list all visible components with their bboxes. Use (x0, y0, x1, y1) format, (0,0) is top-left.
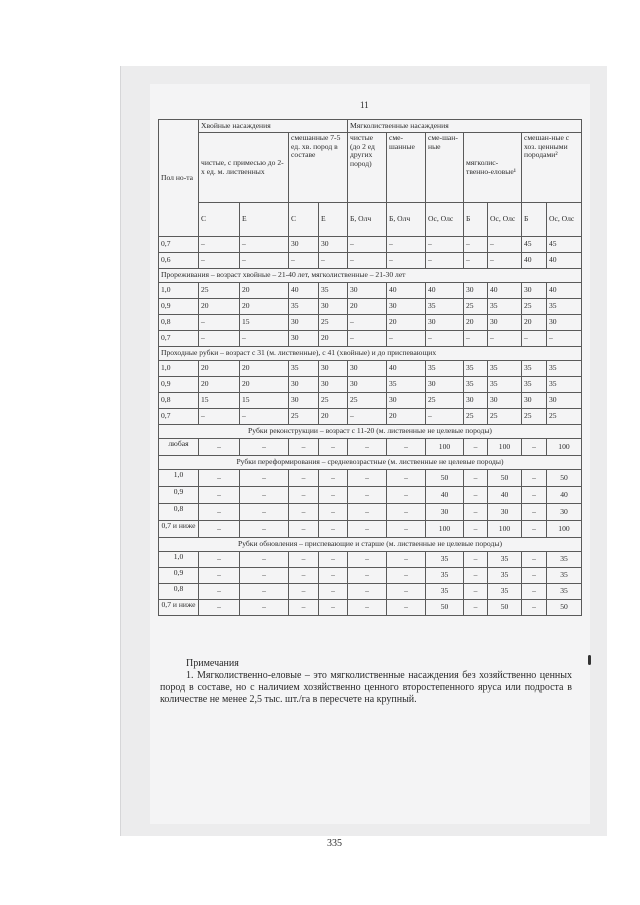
value-cell: – (289, 552, 319, 568)
value-cell: – (289, 253, 319, 269)
value-cell: – (240, 470, 289, 487)
value-cell: – (240, 568, 289, 584)
value-cell: – (289, 521, 319, 538)
value-cell: 25 (319, 315, 348, 331)
value-cell: 30 (464, 283, 488, 299)
value-cell: 30 (522, 283, 547, 299)
value-cell: 35 (387, 377, 426, 393)
section-title: Прореживания – возраст хвойные – 21-40 лет, мягколиственные – 21-30 лет (159, 269, 582, 283)
value-cell: – (522, 521, 547, 538)
value-cell: – (348, 568, 387, 584)
value-cell: 25 (319, 393, 348, 409)
value-cell: 35 (488, 584, 522, 600)
fullness-cell: 0,6 (159, 253, 199, 269)
value-cell: 20 (240, 377, 289, 393)
species-cell: Е (319, 203, 348, 237)
value-cell: – (426, 331, 464, 347)
value-cell: – (488, 331, 522, 347)
value-cell: 30 (387, 299, 426, 315)
value-cell: 40 (426, 283, 464, 299)
value-cell: – (199, 552, 240, 568)
value-cell: 50 (488, 600, 522, 616)
table-row (159, 361, 582, 377)
value-cell: – (387, 568, 426, 584)
fullness-cell: 1,0 (159, 552, 199, 568)
value-cell: 35 (547, 377, 582, 393)
fullness-cell: 1,0 (159, 470, 199, 487)
value-cell: 35 (289, 361, 319, 377)
section-row (159, 456, 582, 470)
value-cell: – (464, 253, 488, 269)
value-cell: – (464, 552, 488, 568)
value-cell: – (387, 487, 426, 504)
value-cell: – (199, 521, 240, 538)
table-row (159, 552, 582, 568)
table-row (159, 521, 582, 538)
value-cell: – (319, 600, 348, 616)
value-cell: 30 (464, 393, 488, 409)
table-row (159, 568, 582, 584)
value-cell: 30 (547, 315, 582, 331)
notes-text: 1. Мягколиственно-еловые – это мягколиственные насаждения без хозяйственно ценных пород в составе, но с наличием хозяйственно ценного второстепенного яруса или подроста в количестве не менее 2,5 тыс. шт./га в пересчете на крупный. (160, 670, 572, 705)
value-cell: – (240, 552, 289, 568)
value-cell: 25 (199, 283, 240, 299)
value-cell: – (199, 253, 240, 269)
value-cell: – (522, 584, 547, 600)
value-cell: – (387, 552, 426, 568)
value-cell: – (348, 521, 387, 538)
value-cell: 35 (547, 299, 582, 315)
value-cell: – (348, 409, 387, 425)
value-cell: 15 (240, 393, 289, 409)
value-cell: 20 (464, 315, 488, 331)
fullness-cell: 0,7 (159, 409, 199, 425)
header-mixed-valuable: смешан-ные с хоз. ценными породами² (522, 133, 582, 203)
value-cell: 30 (348, 361, 387, 377)
value-cell: – (464, 600, 488, 616)
value-cell: 20 (319, 409, 348, 425)
margin-mark (588, 655, 591, 665)
value-cell: – (387, 600, 426, 616)
value-cell: 50 (488, 470, 522, 487)
value-cell: – (319, 584, 348, 600)
value-cell: 25 (488, 409, 522, 425)
value-cell: 30 (319, 237, 348, 253)
value-cell: 15 (199, 393, 240, 409)
value-cell: 40 (426, 487, 464, 504)
value-cell: 50 (547, 600, 582, 616)
notes (160, 658, 572, 706)
table-row (159, 331, 582, 347)
value-cell: 30 (522, 393, 547, 409)
value-cell: – (199, 470, 240, 487)
value-cell: 30 (289, 377, 319, 393)
value-cell: 30 (319, 299, 348, 315)
value-cell: – (348, 504, 387, 521)
value-cell: – (348, 584, 387, 600)
value-cell: 25 (348, 393, 387, 409)
value-cell: 100 (547, 521, 582, 538)
fullness-cell: 0,7 и ниже (159, 600, 199, 616)
value-cell: 40 (547, 283, 582, 299)
value-cell: – (319, 552, 348, 568)
species-cell: Б, Олч (348, 203, 387, 237)
value-cell: – (522, 504, 547, 521)
value-cell: 35 (547, 584, 582, 600)
value-cell: 25 (547, 409, 582, 425)
table-row (159, 470, 582, 487)
value-cell: – (547, 331, 582, 347)
species-cell: С (199, 203, 240, 237)
table-row (159, 504, 582, 521)
value-cell: – (522, 487, 547, 504)
value-cell: – (199, 331, 240, 347)
value-cell: 35 (488, 568, 522, 584)
species-cell: Ос, Олс (547, 203, 582, 237)
value-cell: 30 (547, 393, 582, 409)
value-cell: 35 (426, 584, 464, 600)
species-cell: Е (240, 203, 289, 237)
value-cell: 20 (240, 283, 289, 299)
value-cell: – (522, 568, 547, 584)
value-cell: – (464, 331, 488, 347)
value-cell: – (319, 487, 348, 504)
value-cell: 20 (240, 299, 289, 315)
value-cell: – (199, 409, 240, 425)
value-cell: 20 (348, 299, 387, 315)
value-cell: 35 (426, 552, 464, 568)
species-cell: С (289, 203, 319, 237)
value-cell: – (464, 439, 488, 456)
section-row (159, 425, 582, 439)
value-cell: – (289, 600, 319, 616)
value-cell: 50 (547, 470, 582, 487)
value-cell: – (387, 470, 426, 487)
value-cell: – (289, 568, 319, 584)
value-cell: 45 (522, 237, 547, 253)
value-cell: 30 (488, 504, 522, 521)
header-dec-mixed-2: сме-шан-ные (426, 133, 464, 203)
value-cell: 25 (464, 409, 488, 425)
value-cell: 45 (547, 237, 582, 253)
fullness-cell: любая (159, 439, 199, 456)
value-cell: – (289, 504, 319, 521)
table-row (159, 584, 582, 600)
top-page-number: 11 (360, 100, 369, 110)
value-cell: – (319, 439, 348, 456)
value-cell: 35 (464, 361, 488, 377)
value-cell: 25 (426, 393, 464, 409)
value-cell: – (240, 253, 289, 269)
value-cell: – (348, 552, 387, 568)
value-cell: 30 (289, 331, 319, 347)
thinning-table (158, 119, 582, 616)
header-dec-pure: чистые (до 2 ед других пород) (348, 133, 387, 203)
header-conifer-mixed: смешанные 7-5 ед. хв. пород в составе (289, 133, 348, 203)
value-cell: – (522, 600, 547, 616)
section-title: Проходные рубки – возраст с 31 (м. лиственные), с 41 (хвойные) и до приспевающих (159, 347, 582, 361)
fullness-cell: 0,7 (159, 237, 199, 253)
value-cell: 30 (319, 361, 348, 377)
value-cell: – (464, 521, 488, 538)
value-cell: – (387, 253, 426, 269)
value-cell: 20 (199, 377, 240, 393)
value-cell: 40 (488, 487, 522, 504)
value-cell: – (199, 237, 240, 253)
value-cell: 35 (522, 377, 547, 393)
value-cell: – (464, 237, 488, 253)
value-cell: – (426, 253, 464, 269)
value-cell: 30 (547, 504, 582, 521)
value-cell: – (387, 521, 426, 538)
table-row (159, 409, 582, 425)
value-cell: – (426, 237, 464, 253)
value-cell: 40 (488, 283, 522, 299)
value-cell: – (522, 470, 547, 487)
value-cell: – (348, 253, 387, 269)
header-deciduous: Мягколиственные насаждения (348, 120, 582, 133)
value-cell: 35 (547, 361, 582, 377)
value-cell: – (240, 237, 289, 253)
value-cell: – (348, 470, 387, 487)
value-cell: – (199, 584, 240, 600)
fullness-cell: 0,8 (159, 504, 199, 521)
value-cell: – (240, 504, 289, 521)
value-cell: 30 (289, 393, 319, 409)
value-cell: 40 (387, 361, 426, 377)
value-cell: 35 (488, 552, 522, 568)
fullness-cell: 0,9 (159, 568, 199, 584)
value-cell: 40 (387, 283, 426, 299)
value-cell: 30 (319, 377, 348, 393)
value-cell: – (199, 439, 240, 456)
value-cell: – (464, 568, 488, 584)
section-row (159, 347, 582, 361)
value-cell: 20 (199, 299, 240, 315)
species-cell: Ос, Олс (426, 203, 464, 237)
value-cell: 35 (488, 361, 522, 377)
value-cell: 35 (426, 361, 464, 377)
value-cell: 35 (289, 299, 319, 315)
value-cell: – (387, 584, 426, 600)
header-dec-mixed: сме-шанные (387, 133, 426, 203)
table-row (159, 283, 582, 299)
fullness-cell: 0,7 и ниже (159, 521, 199, 538)
value-cell: 20 (387, 315, 426, 331)
value-cell: – (426, 409, 464, 425)
value-cell: – (289, 584, 319, 600)
species-cell: Б (464, 203, 488, 237)
section-title: Рубки обновления – приспевающие и старше (м. лиственные не целевые породы) (159, 538, 582, 552)
section-row (159, 269, 582, 283)
value-cell: – (319, 521, 348, 538)
value-cell: – (348, 331, 387, 347)
value-cell: 30 (488, 315, 522, 331)
value-cell: – (522, 331, 547, 347)
value-cell: – (289, 470, 319, 487)
value-cell: – (240, 584, 289, 600)
value-cell: 35 (319, 283, 348, 299)
value-cell: 35 (488, 377, 522, 393)
value-cell: – (240, 409, 289, 425)
value-cell: 20 (387, 409, 426, 425)
value-cell: – (240, 439, 289, 456)
value-cell: 50 (426, 470, 464, 487)
value-cell: – (348, 600, 387, 616)
value-cell: – (319, 504, 348, 521)
value-cell: 20 (199, 361, 240, 377)
fullness-cell: 0,8 (159, 315, 199, 331)
species-cell: Б, Олч (387, 203, 426, 237)
table-row (159, 377, 582, 393)
value-cell: – (240, 600, 289, 616)
table-row (159, 439, 582, 456)
value-cell: – (348, 439, 387, 456)
table-row (159, 237, 582, 253)
value-cell: 35 (522, 361, 547, 377)
value-cell: 20 (240, 361, 289, 377)
value-cell: 35 (547, 568, 582, 584)
value-cell: – (464, 504, 488, 521)
value-cell: – (348, 487, 387, 504)
value-cell: 30 (426, 315, 464, 331)
value-cell: – (240, 331, 289, 347)
value-cell: 30 (426, 504, 464, 521)
value-cell: – (199, 487, 240, 504)
value-cell: – (464, 487, 488, 504)
value-cell: 40 (289, 283, 319, 299)
header-fullness: Пол но-та (159, 120, 199, 237)
section-title: Рубки реконструкции – возраст с 11-20 (м. лиственные не целевые породы) (159, 425, 582, 439)
value-cell: 100 (426, 521, 464, 538)
value-cell: 30 (348, 377, 387, 393)
value-cell: 15 (240, 315, 289, 331)
value-cell: – (319, 470, 348, 487)
value-cell: – (199, 315, 240, 331)
value-cell: – (240, 521, 289, 538)
value-cell: 100 (488, 521, 522, 538)
value-cell: 30 (348, 283, 387, 299)
value-cell: – (289, 439, 319, 456)
value-cell: 30 (289, 315, 319, 331)
table-row (159, 393, 582, 409)
value-cell: – (240, 487, 289, 504)
value-cell: 40 (547, 487, 582, 504)
fullness-cell: 1,0 (159, 283, 199, 299)
value-cell: – (387, 439, 426, 456)
table-row (159, 253, 582, 269)
value-cell: 30 (426, 377, 464, 393)
fullness-cell: 0,9 (159, 299, 199, 315)
bottom-page-number: 335 (327, 838, 342, 849)
value-cell: 25 (464, 299, 488, 315)
header-conifer: Хвойные насаждения (199, 120, 348, 133)
value-cell: – (488, 237, 522, 253)
value-cell: – (348, 315, 387, 331)
value-cell: 25 (289, 409, 319, 425)
value-cell: – (522, 439, 547, 456)
value-cell: – (199, 504, 240, 521)
value-cell: – (522, 552, 547, 568)
section-title: Рубки переформирования – средневозрастные (м. лиственные не целевые породы) (159, 456, 582, 470)
value-cell: 100 (547, 439, 582, 456)
fullness-cell: 0,7 (159, 331, 199, 347)
table-row (159, 299, 582, 315)
table-row (159, 487, 582, 504)
value-cell: – (199, 568, 240, 584)
value-cell: 35 (426, 568, 464, 584)
value-cell: – (348, 237, 387, 253)
value-cell: 100 (426, 439, 464, 456)
fullness-cell: 0,9 (159, 487, 199, 504)
table-row (159, 315, 582, 331)
header-conifer-pure: чистые, с примесью до 2-х ед. м. лиственных (199, 133, 289, 203)
value-cell: 20 (522, 315, 547, 331)
value-cell: – (464, 584, 488, 600)
table-row (159, 600, 582, 616)
species-cell: Б (522, 203, 547, 237)
value-cell: – (319, 568, 348, 584)
fullness-cell: 0,8 (159, 584, 199, 600)
value-cell: – (319, 253, 348, 269)
value-cell: 30 (289, 237, 319, 253)
header-soft-spruce: мягколис-твенно-еловые¹ (464, 133, 522, 203)
value-cell: 35 (488, 299, 522, 315)
section-row (159, 538, 582, 552)
value-cell: 35 (547, 552, 582, 568)
value-cell: 40 (522, 253, 547, 269)
value-cell: – (464, 470, 488, 487)
value-cell: 35 (464, 377, 488, 393)
value-cell: 100 (488, 439, 522, 456)
value-cell: 25 (522, 299, 547, 315)
fullness-cell: 0,9 (159, 377, 199, 393)
value-cell: – (488, 253, 522, 269)
value-cell: – (289, 487, 319, 504)
value-cell: – (387, 237, 426, 253)
value-cell: 40 (547, 253, 582, 269)
value-cell: – (199, 600, 240, 616)
fullness-cell: 0,8 (159, 393, 199, 409)
fullness-cell: 1,0 (159, 361, 199, 377)
value-cell: 30 (387, 393, 426, 409)
value-cell: 30 (488, 393, 522, 409)
value-cell: 25 (522, 409, 547, 425)
species-cell: Ос, Олс (488, 203, 522, 237)
notes-title: Примечания (186, 658, 239, 669)
value-cell: – (387, 504, 426, 521)
value-cell: – (387, 331, 426, 347)
value-cell: 35 (426, 299, 464, 315)
value-cell: 20 (319, 331, 348, 347)
value-cell: 50 (426, 600, 464, 616)
